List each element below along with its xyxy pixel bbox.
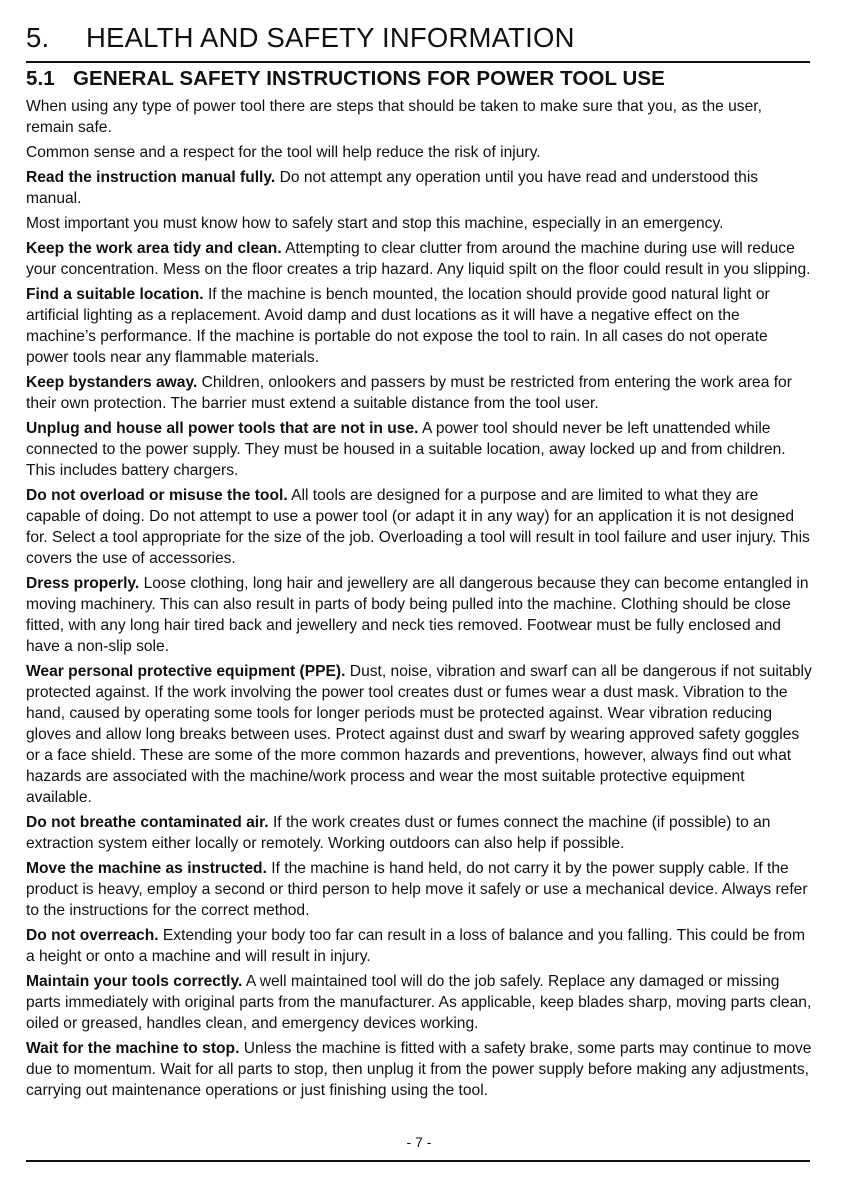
item-text: Loose clothing, long hair and jewellery are all dangerous because they can become entangled in moving machinery. This can also result in parts of body being pulled into the machine. Clothing should be close fitted, with any long hair tired back and jewellery and neck ties removed. Footwear must be fully enclosed and have a non-slip sole.: [26, 575, 809, 655]
safety-item-air: [26, 812, 812, 854]
intro-paragraph: When using any type of power tool there are steps that should be taken to make sure that you, as the user, remain safe.: [26, 98, 762, 136]
safety-item-overreach: [26, 925, 812, 967]
item-heading: Wait for the machine to stop.: [26, 1040, 240, 1057]
safety-item-move: [26, 858, 812, 921]
safety-item-location: [26, 284, 812, 368]
safety-item-overload: [26, 485, 812, 569]
item-heading: Unplug and house all power tools that are not in use.: [26, 420, 419, 437]
item-text: If the machine is bench mounted, the location should provide good natural light or artificial lighting as a replacement. Avoid damp and dust locations as it will have a negative effect on the machine’s performance. If the machine is portable do not expose the tool to rain. In all cases do not operate power tools near any flammable materials.: [26, 286, 770, 366]
safety-item-maintain: [26, 971, 812, 1034]
item-heading: Read the instruction manual fully.: [26, 169, 276, 186]
subsection-heading: [26, 67, 665, 91]
subsection-title: GENERAL SAFETY INSTRUCTIONS FOR POWER TOOL USE: [73, 67, 665, 90]
item-heading: Find a suitable location.: [26, 286, 204, 303]
safety-item-dress: [26, 573, 812, 657]
item-heading: Dress properly.: [26, 575, 140, 592]
item-heading: Maintain your tools correctly.: [26, 973, 243, 990]
item-heading: Move the machine as instructed.: [26, 860, 267, 877]
item-text: Unless the machine is fitted with a safety brake, some parts may continue to move due to momentum. Wait for all parts to stop, then unplug it from the power supply before making any adjustments, carrying out maintenance operations or just finishing using the tool.: [26, 1040, 812, 1099]
item-text: Most important you must know how to safely start and stop this machine, especially in an emergency.: [26, 215, 724, 232]
item-text: Extending your body too far can result in a loss of balance and you falling. This could be from a height or onto a machine and will result in injury.: [26, 927, 805, 965]
item-text: Attempting to clear clutter from around the machine during use will reduce your concentration. Mess on the floor creates a trip hazard. Any liquid spilt on the floor could result in you slipping.: [26, 240, 811, 278]
intro-paragraph: Common sense and a respect for the tool will help reduce the risk of injury.: [26, 144, 541, 161]
safety-item-wait: [26, 1038, 812, 1101]
safety-item-bystanders: [26, 372, 812, 414]
section-title: HEALTH AND SAFETY INFORMATION: [86, 22, 575, 53]
safety-item-start-stop: [26, 213, 812, 234]
item-heading: Keep the work area tidy and clean.: [26, 240, 282, 257]
item-text: A power tool should never be left unattended while connected to the power supply. They must be housed in a suitable location, away locked up and from children. This includes battery chargers.: [26, 420, 786, 479]
item-heading: Do not overreach.: [26, 927, 159, 944]
instructions-body: [26, 96, 812, 1105]
item-text: Dust, noise, vibration and swarf can all be dangerous if not suitably protected against. If the work involving the power tool creates dust or fumes wear a dust mask. Vibration to the hand, caused by operating some tools for longer periods must be protected against. Wear vibration reducing gloves and allow long breaks between uses. Protect against dust and swarf by wearing approved safety goggles or a face shield. These are some of the more common hazards and preventions, however, always find out what hazards are associated with the machine/work process and wear the most suitable protective equipment available.: [26, 663, 812, 806]
page-number: - 7 -: [406, 1134, 432, 1150]
item-text: If the machine is hand held, do not carry it by the power supply cable. If the product is heavy, employ a second or third person to help move it safely or use a mechanical device. Always refer to the instructions for the correct method.: [26, 860, 808, 919]
item-heading: Do not breathe contaminated air.: [26, 814, 269, 831]
safety-item-work-area: [26, 238, 812, 280]
safety-item-unplug: [26, 418, 812, 481]
item-heading: Do not overload or misuse the tool.: [26, 487, 288, 504]
item-text: Do not attempt any operation until you have read and understood this manual.: [26, 169, 759, 207]
safety-item-read-manual: [26, 167, 812, 209]
item-text: All tools are designed for a purpose and are limited to what they are capable of doing. Do not attempt to use a power tool (or adapt it in any way) for an application it is not designed for. Select a tool appropriate for the size of the job. Overloading a tool will result in tool failure and user injury. This covers the use of accessories.: [26, 487, 810, 567]
bottom-divider: [26, 1160, 810, 1162]
item-heading: Keep bystanders away.: [26, 374, 198, 391]
item-text: Children, onlookers and passers by must be restricted from entering the work area for their own protection. The barrier must extend a suitable distance from the tool user.: [26, 374, 792, 412]
section-heading: [26, 22, 575, 54]
subsection-number: 5.1: [26, 67, 55, 90]
section-number: 5.: [26, 22, 50, 53]
safety-item-ppe: [26, 661, 812, 808]
top-divider: [26, 61, 810, 63]
item-text: If the work creates dust or fumes connect the machine (if possible) to an extraction system either locally or remotely. Working outdoors can also help if possible.: [26, 814, 771, 852]
item-text: A well maintained tool will do the job safely. Replace any damaged or missing parts immediately with original parts from the manufacturer. As applicable, keep blades sharp, moving parts clean, oiled or greased, handles clean, and emergency devices working.: [26, 973, 812, 1032]
item-heading: Wear personal protective equipment (PPE).: [26, 663, 346, 680]
